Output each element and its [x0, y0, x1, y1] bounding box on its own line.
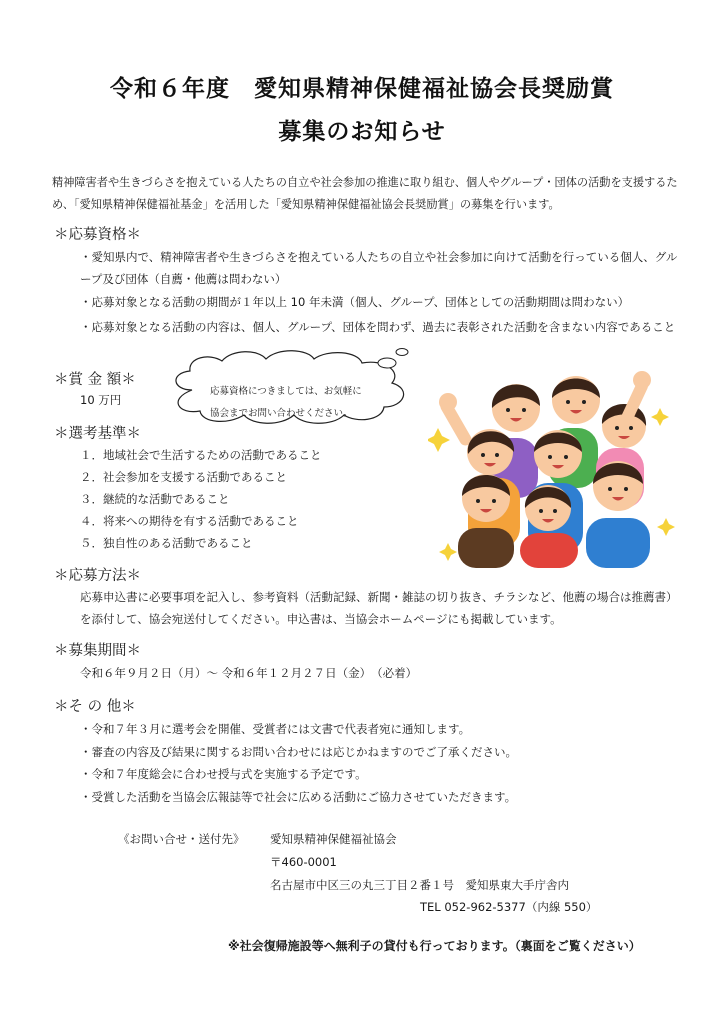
prize-heading: ＊賞 金 額＊	[54, 372, 136, 388]
criteria-heading: ＊選考基準＊	[54, 426, 141, 442]
contact-tel: TEL 052-962-5377（内線 550）	[420, 900, 598, 914]
other-heading: ＊そ の 他＊	[54, 699, 136, 715]
contact-label: 《お問い合せ・送付先》	[118, 832, 245, 846]
other-item: ・受賞した活動を当協会広報誌等で社会に広める活動にご協力させていただきます。	[80, 790, 517, 804]
bubble-line: 応募資格につきましては、お気軽に	[210, 386, 362, 397]
footer-note: ※社会復帰施設等へ無利子の貸付も行っております。（裏面をご覧ください）	[228, 939, 641, 953]
intro-text: 精神障害者や生きづらさを抱えている人たちの自立や社会参加の推進に取り組む、個人やグループ・団体の活動を支援するため、「愛知県精神保健福祉基金」を活用した「愛知県精神保健福祉協会長奨励賞」の募集を行います。	[52, 176, 678, 211]
criteria-item: ３．継続的な活動であること	[80, 492, 230, 506]
method-text: 応募申込書に必要事項を記入し、参考資料（活動記録、新聞・雑誌の切り抜き、チラシなど、他薦の場合は推薦書）を添付して、協会宛送付してください。申込書は、当協会ホームページにも掲載しています。	[80, 590, 678, 626]
cheering-group-icon	[428, 368, 678, 568]
criteria-item: ２．社会参加を支援する活動であること	[80, 470, 287, 484]
eligibility-item: ・応募対象となる活動の期間が１年以上 10 年未満（個人、グループ、団体としての活動期間は問わない）	[80, 295, 630, 309]
prize-amount: 10 万円	[80, 393, 122, 407]
page-subtitle: 募集のお知らせ	[278, 119, 446, 145]
criteria-item: １．地域社会で生活するための活動であること	[80, 448, 322, 462]
contact-postal: 〒460-0001	[270, 855, 337, 869]
contact-org: 愛知県精神保健福祉協会	[270, 832, 397, 846]
criteria-item: ４．将来への期待を有する活動であること	[80, 514, 299, 528]
eligibility-item: ・応募対象となる活動の内容は、個人、グループ、団体を問わず、過去に表彰された活動を含まない内容であること	[80, 320, 676, 334]
other-item: ・令和７年３月に選考会を開催、受賞者には文書で代表者宛に通知します。	[80, 722, 471, 736]
period-heading: ＊募集期間＊	[54, 643, 141, 659]
eligibility-heading: ＊応募資格＊	[54, 227, 141, 243]
page-title: 令和６年度 愛知県精神保健福祉協会長奨励賞	[110, 76, 614, 102]
contact-address: 名古屋市中区三の丸三丁目２番１号 愛知県東大手庁舎内	[270, 878, 569, 892]
method-heading: ＊応募方法＊	[54, 568, 141, 584]
other-item: ・審査の内容及び結果に関するお問い合わせには応じかねますのでご了承ください。	[80, 745, 517, 759]
bubble-line: 協会までお問い合わせください。	[210, 408, 353, 419]
period-text: 令和６年９月２日（月）～ 令和６年１２月２７日（金） （必着）	[80, 666, 418, 680]
eligibility-item: ・愛知県内で、精神障害者や生きづらさを抱えている人たちの自立や社会参加に向けて活動を行っている個人、グループ及び団体（自薦・他薦は問わない）	[80, 250, 678, 286]
other-item: ・令和７年度総会に合わせ授与式を実施する予定です。	[80, 767, 367, 781]
criteria-item: ５．独自性のある活動であること	[80, 536, 253, 550]
